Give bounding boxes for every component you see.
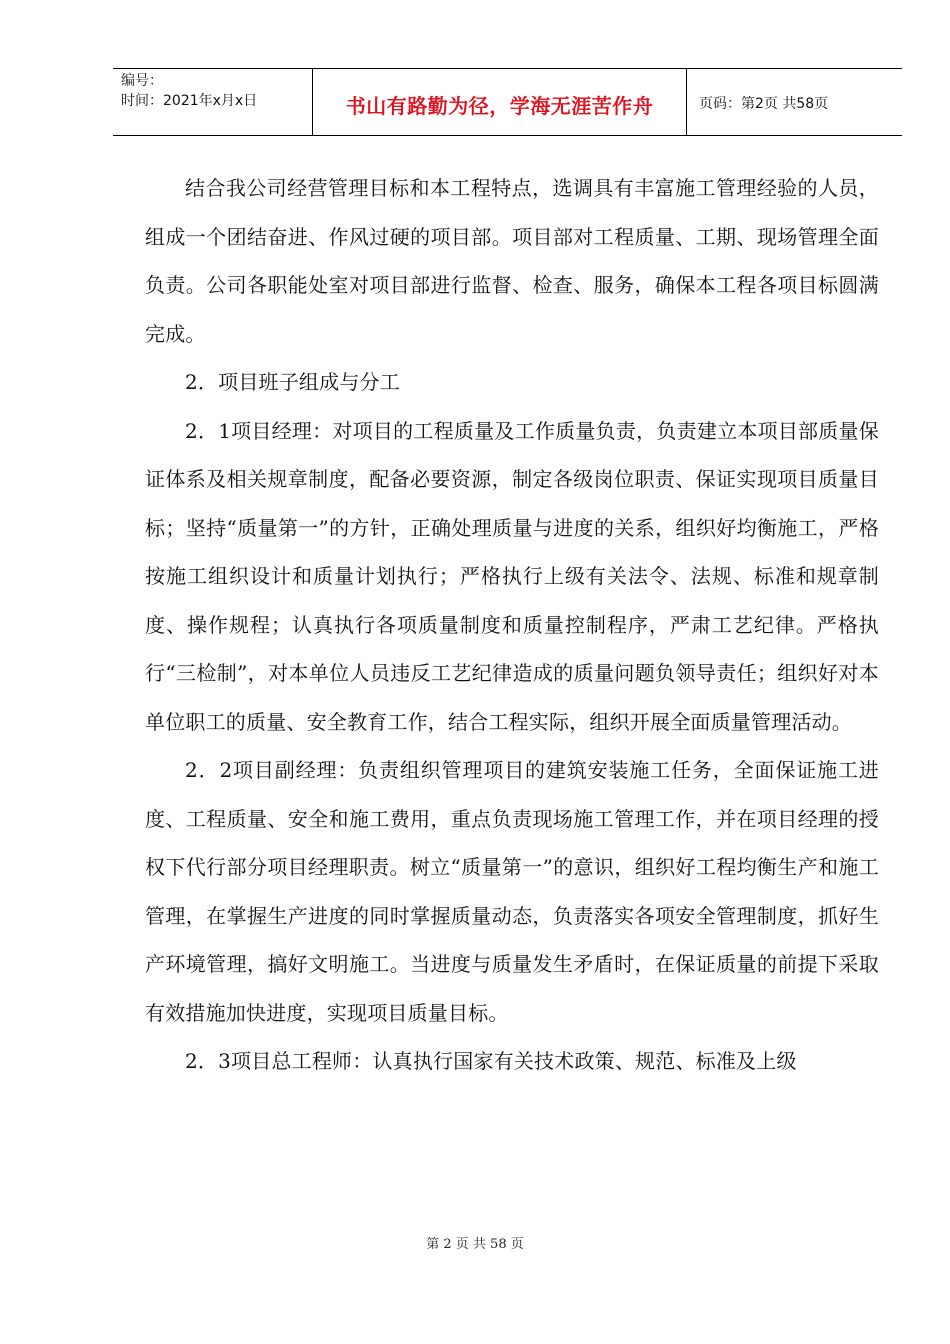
paragraph-chief-engineer: 2．3项目总工程师：认真执行国家有关技术政策、规范、标准及上级 xyxy=(185,1049,797,1073)
document-body xyxy=(145,164,879,1086)
page-footer: 第 2 页 共 58 页 xyxy=(426,1237,524,1252)
header-motto: 书山有路勤为径，学海无涯苦作舟 xyxy=(345,93,654,118)
paragraph-intro: 结合我公司经营管理目标和本工程特点，选调具有丰富施工管理经验的人员，组成一个团结奋进、作风过硬的项目部。项目部对工程质量、工期、现场管理全面负责。公司各职能处室对项目部进行监督、检查、服务，确保本工程各项目标圆满完成。 xyxy=(145,176,879,346)
header-left-cell xyxy=(113,69,313,135)
section-heading: 2．项目班子组成与分工 xyxy=(185,370,400,394)
header-page-label: 页码：第2页 共58页 xyxy=(699,96,829,112)
document-number-label: 编号： xyxy=(121,73,163,89)
paragraph-deputy-manager: 2．2项目副经理：负责组织管理项目的建筑安装施工任务，全面保证施工进度、工程质量、安全和施工费用，重点负责现场施工管理工作，并在项目经理的授权下代行部分项目经理职责。树立“质量第一”的意识，组织好工程均衡生产和施工管理，在掌握生产进度的同时掌握质量动态，负责落实各项安全管理制度，抓好生产环境管理，搞好文明施工。当进度与质量发生矛盾时，在保证质量的前提下采取有效措施加快进度，实现项目质量目标。 xyxy=(145,758,879,1025)
header-right-cell xyxy=(687,69,902,135)
paragraph-project-manager: 2．1项目经理：对项目的工程质量及工作质量负责，负责建立本项目部质量保证体系及相关规章制度，配备必要资源，制定各级岗位职责、保证实现项目质量目标；坚持“质量第一”的方针，正确处理质量与进度的关系，组织好均衡施工，严格按施工组织设计和质量计划执行；严格执行上级有关法令、法规、标准和规章制度、操作规程；认真执行各项质量制度和质量控制程序，严肃工艺纪律。严格执行“三检制”，对本单位人员违反工艺纪律造成的质量问题负领导责任；组织好对本单位职工的质量、安全教育工作，结合工程实际，组织开展全面质量管理活动。 xyxy=(145,418,879,734)
header-table xyxy=(113,68,902,136)
header-middle-cell xyxy=(313,69,687,135)
document-time-label: 时间：2021年x月x日 xyxy=(121,93,258,109)
